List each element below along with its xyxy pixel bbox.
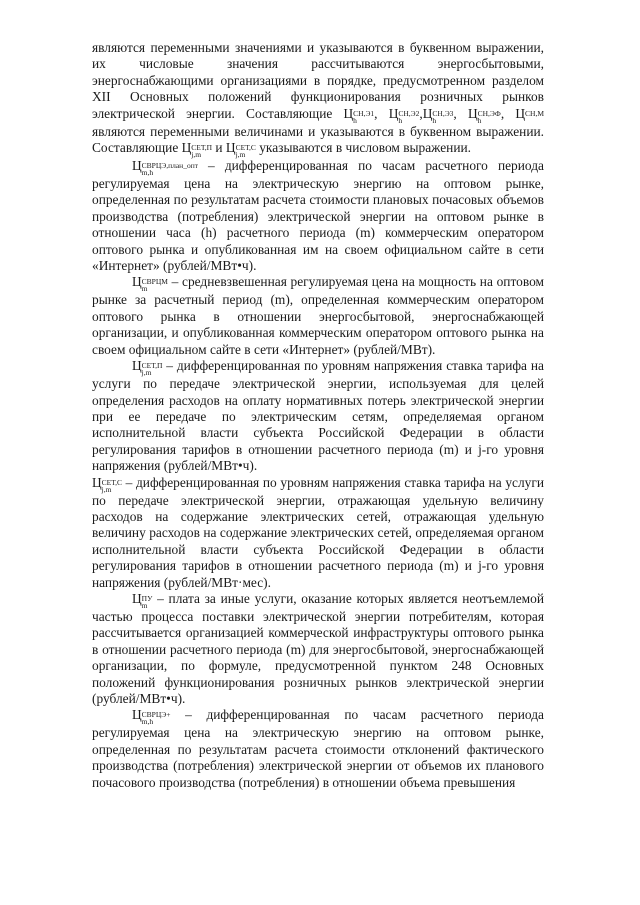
- formula-symbol: Ц СН,Э2 h: [388, 105, 420, 125]
- formula-symbol: Ц СВРЦЭ,план_опт m,h: [132, 158, 198, 178]
- formula-symbol: Ц СН,М: [515, 105, 544, 121]
- formula-symbol: Ц ПУ m: [132, 590, 153, 610]
- paragraph: Ц СВРЦМ m – средневзвешенная регулируемая цена на мощность на оптовом рынке за расчетный период (m), определенная коммерческим оператором оптового рынка в отношении энергосбытовой, энергоснабжающей организации, и опубликованная коммерческим оператором оптового рынка на своем официальном сайте в сети «Интернет» (рублей/МВт).: [92, 274, 544, 357]
- formula-symbol: Ц СН,ЭФ h: [467, 105, 501, 125]
- formula-symbol: Ц СВРЦМ m: [132, 274, 168, 294]
- formula-symbol: Ц СВРЦЭ+ m,h: [132, 707, 171, 727]
- paragraph: Ц ПУ m – плата за иные услуги, оказание которых является неотъемлемой частью процесса поставки электрической энергии потребителям, которая рассчитывается организацией коммерческой инфраструктуры оптового рынка в отношении расчетного периода (m) для энергосбытовой, энергоснабжающей организации, по формуле, предусмотренной пунктом 248 Основных положений функционирования розничных рынков электрической энергии (рублей/МВт•ч).: [92, 590, 544, 706]
- formula-symbol: Ц СЕТ,П j,m: [132, 358, 163, 378]
- formula-symbol: Ц СЕТ,С j,m: [225, 140, 256, 160]
- paragraph: Ц СЕТ,П j,m – дифференцированная по уровням напряжения ставка тарифа на услуги по передаче электрической энергии, используемая для целей определения расходов на оплату нормативных потерь электрической энергии при ее передаче по электрическим сетям, определяемая органом исполнительной власти субъекта Российской Федерации в области регулирования тарифов в отношении расчетного периода (m) и j-го уровня напряжения (рублей/МВт•ч).: [92, 358, 544, 474]
- paragraph: являются переменными значениями и указываются в буквенном выражении, их числовые значения рассчитываются энергосбытовыми, энергоснабжающими организациями в порядке, предусмотренном разделом XII Основных положений функционирования розничных рынков электрической энергии. Составляющие Ц СН,Э1 h , Ц СН,Э2 h ,Ц СН,Э3 h , Ц СН,ЭФ h , Ц СН,М являются переменными величинами и указываются в буквенном выражении. Составляющие Ц СЕТ,П j,m и Ц СЕТ,С j,m указываются в числовом выражении.: [92, 40, 544, 160]
- formula-symbol: Ц СН,Э3 h: [422, 105, 454, 125]
- paragraph: Ц СВРЦЭ,план_опт m,h – дифференцированная по часам расчетного периода регулируемая цена на электрическую энергию на оптовом рынке, определенная по результатам расчета стоимости плановых почасовых объемов производства (потребления) электрической энергии на оптовом рынке в отношении часа (h) расчетного периода (m) коммерческим оператором оптового рынка и опубликованная им на своем официальном сайте в сети «Интернет» (рублей/МВт•ч).: [92, 158, 544, 274]
- formula-symbol: Ц СН,Э1 h: [343, 105, 375, 125]
- paragraph: Ц СЕТ,С j,m – дифференцированная по уровням напряжения ставка тарифа на услуги по передаче электрической энергии, отражающая удельную величину расходов на содержание электрических сетей, отражающая удельную величину расходов на содержание электрических сетей, определяемая органом исполнительной власти субъекта Российской Федерации в области регулирования тарифов в отношении расчетного периода (m) и j-го уровня напряжения (рублей/МВт·мес).: [92, 474, 544, 590]
- paragraph: Ц СВРЦЭ+ m,h – дифференцированная по часам расчетного периода регулируемая цена на электрическую энергию на оптовом рынке, определенная по результатам расчета стоимости отклонений фактического производства (потребления) электрической энергии от объемов их планового почасового производства (потребления) в отношении объема превышения: [92, 707, 544, 790]
- formula-symbol: Ц СЕТ,П j,m: [181, 140, 213, 160]
- formula-symbol: Ц СЕТ,С j,m: [92, 474, 122, 494]
